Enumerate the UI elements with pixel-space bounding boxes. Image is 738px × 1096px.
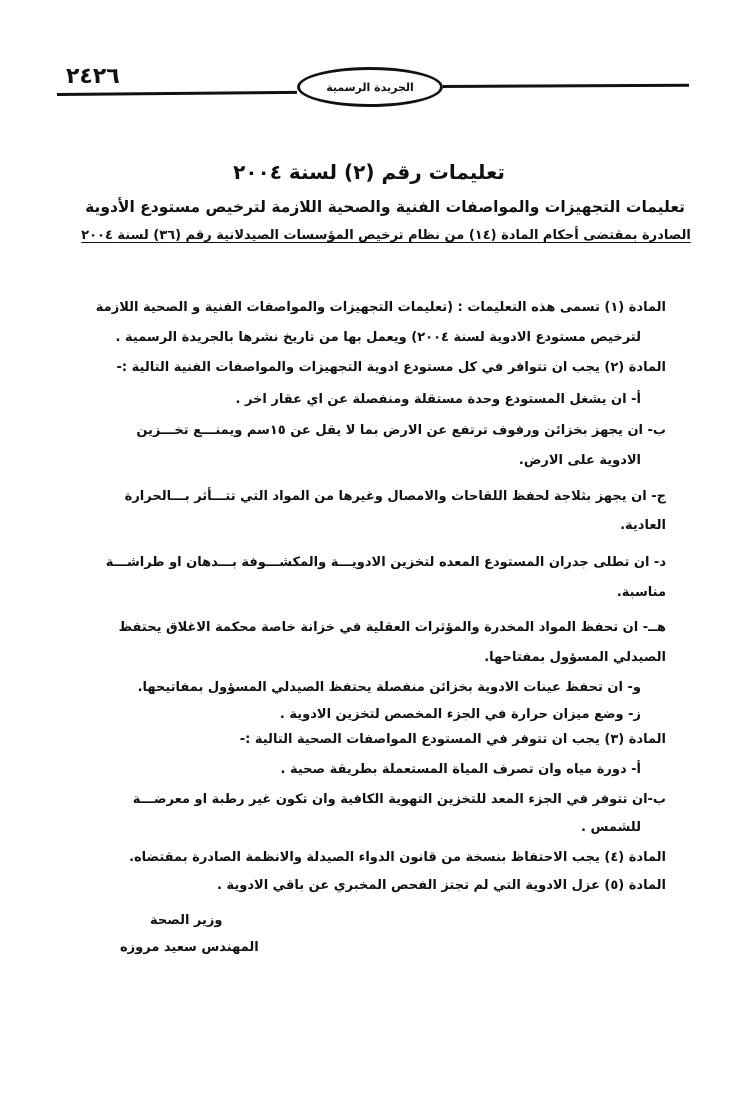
signature-role: وزير الصحة — [150, 913, 223, 928]
article-5: المادة (٥) عزل الادوية التي لم تجتز الفحص المخبري عن باقي الادوية . — [217, 878, 666, 893]
item-e-line-1: هــ- ان تحفظ المواد المخدرة والمؤثرات العقلية في خزانة خاصة محكمة الاغلاق يحتفظ — [118, 620, 666, 635]
article-1-line-2: لترخيص مستودع الادوية لسنة ٢٠٠٤) ويعمل بها من تاريخ نشرها بالجريدة الرسمية . — [115, 330, 641, 345]
article-2-heading: المادة (٢) يجب ان تتوافر في كل مستودع ادوية التجهيزات والمواصفات الفنية التالية :- — [116, 360, 666, 375]
article-1-line-1: المادة (١) تسمى هذه التعليمات : (تعليمات التجهيزات والمواصفات الفنية و الصحية اللازمة — [95, 300, 666, 315]
item-c-line-2: العادية. — [620, 518, 666, 533]
item-e-line-2: الصيدلي المسؤول بمفتاحها. — [484, 650, 666, 665]
gazette-oval-label — [297, 67, 443, 107]
article-3-item-b-line-1: ب-ان تتوفر في الجزء المعد للتخزين التهوية الكافية وان تكون غير رطبة او معرضـــة — [132, 792, 666, 807]
gazette-name: الجريدة الرسمية — [326, 80, 414, 94]
article-3-heading: المادة (٣) يجب ان تتوفر في المستودع المواصفات الصحية التالية :- — [239, 732, 666, 747]
page-number: ٢٤٢٦ — [66, 64, 120, 89]
item-c-line-1: ج- ان يجهز بثلاجة لحفظ اللقاحات والامصال وغيرها من المواد التي تتـــأثر بـــالحرارة — [124, 489, 666, 504]
document-title: تعليمات رقم (٢) لسنة ٢٠٠٤ — [233, 160, 505, 184]
item-a: أ- ان يشغل المستودع وحدة مستقلة ومنفصلة عن اي عقار اخر . — [235, 392, 641, 407]
article-3-item-a: أ- دورة مياه وان تصرف المياة المستعملة بطريقة صحية . — [280, 762, 641, 777]
article-3-item-b-line-2: للشمس . — [581, 820, 641, 835]
item-f: و- ان تحفظ عينات الادوية بخزائن منفصلة يحتفظ الصيدلي المسؤول بمفاتيحها. — [137, 680, 641, 695]
item-g: ز- وضع ميزان حرارة في الجزء المخصص لتخزين الادوية . — [279, 707, 641, 722]
item-d-line-2: مناسبة. — [616, 585, 666, 600]
article-4: المادة (٤) يجب الاحتفاظ بنسخة من قانون الدواء الصيدلة والانظمة الصادرة بمقتضاه. — [129, 850, 666, 865]
item-b-line-1: ب- ان يجهز بخزائن ورفوف ترتفع عن الارض بما لا يقل عن ١٥سم ويمنـــع تخـــزين — [136, 423, 666, 438]
signature-name: المهندس سعيد مروزه — [120, 940, 259, 955]
item-d-line-1: د- ان تطلى جدران المستودع المعده لتخزين الادويـــة والمكشـــوفة بـــدهان او طراشـــة — [105, 555, 666, 570]
header-rule-left — [57, 91, 297, 96]
header-rule-right — [443, 84, 689, 88]
issued-under: الصادرة بمقتضى أحكام المادة (١٤) من نظام ترخيص المؤسسات الصيدلانية رقم (٣٦) لسنة ٢٠٠٤ — [81, 228, 691, 243]
item-b-line-2: الادوية على الارض. — [518, 453, 641, 468]
document-subtitle: تعليمات التجهيزات والمواصفات الفنية والصحية اللازمة لترخيص مستودع الأدوية — [85, 198, 685, 216]
